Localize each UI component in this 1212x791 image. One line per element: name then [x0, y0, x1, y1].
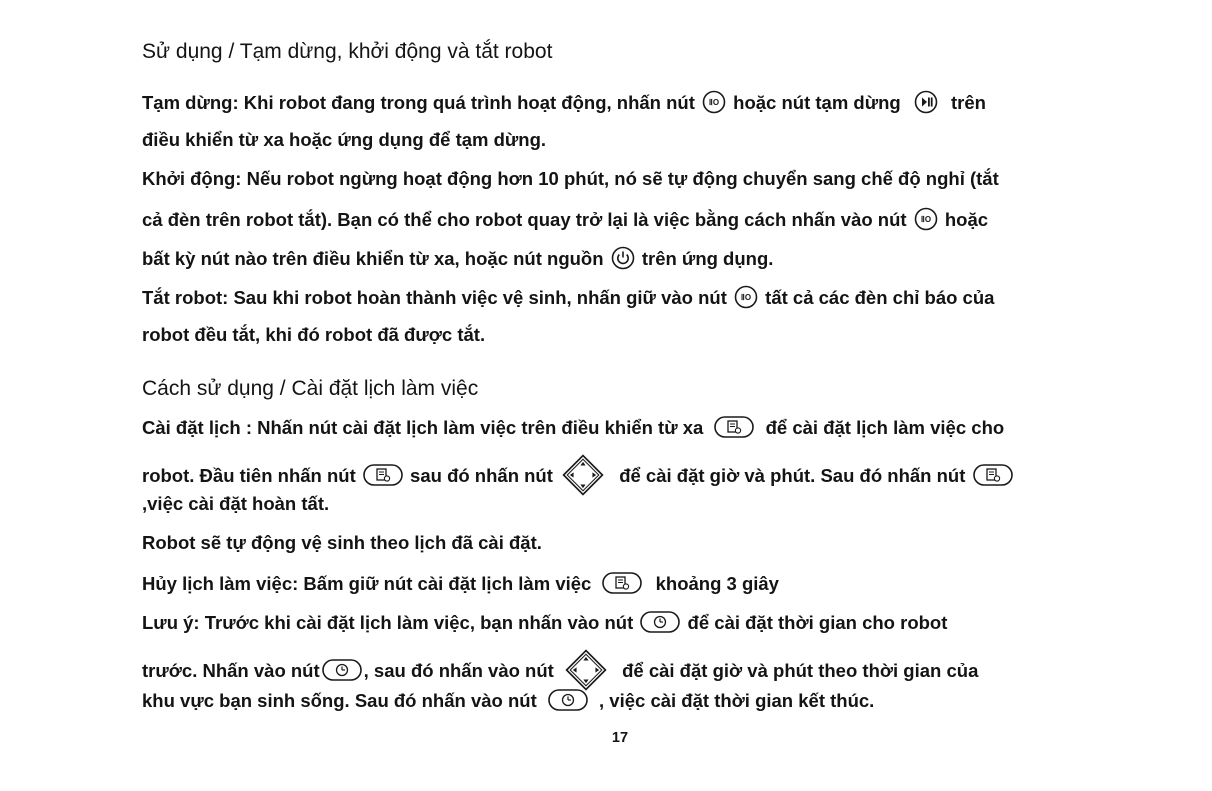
- pause-paragraph-line-2: điều khiển từ xa hoặc ứng dụng để tạm dừng.: [142, 129, 547, 150]
- note-text-g: , việc cài đặt thời gian kết thúc.: [599, 690, 875, 711]
- pause-text-a: Tạm dừng: Khi robot đang trong quá trình hoạt động, nhấn nút: [142, 92, 695, 113]
- note-paragraph-line-3: [142, 688, 874, 712]
- off-text-a: Tắt robot: Sau khi robot hoàn thành việc vệ sinh, nhấn giữ vào nút: [142, 287, 727, 308]
- clock-button-icon: [640, 610, 680, 634]
- auto-clean-line: Robot sẽ tự động vệ sinh theo lịch đã cài đặt.: [142, 532, 542, 553]
- schedule-button-icon: [714, 415, 754, 439]
- schedule-text-e: để cài đặt giờ và phút. Sau đó nhấn nút: [619, 465, 966, 486]
- pause-text-c: trên: [951, 92, 986, 113]
- note-paragraph-line-2: [142, 649, 978, 691]
- cancel-text-b: khoảng 3 giây: [655, 573, 779, 594]
- play-pause-icon: [914, 90, 938, 114]
- schedule-text-a: Cài đặt lịch : Nhấn nút cài đặt lịch làm việc trên điều khiển từ xa: [142, 417, 704, 438]
- schedule-button-icon: [602, 571, 642, 595]
- start-pause-button-icon: [734, 285, 758, 309]
- note-text-e: để cài đặt giờ và phút theo thời gian của: [622, 660, 979, 681]
- note-text-b: để cài đặt thời gian cho robot: [687, 612, 948, 633]
- off-paragraph-line-1: [142, 285, 994, 309]
- start-text-d: bất kỳ nút nào trên điều khiển từ xa, hoặc nút nguồn: [142, 248, 604, 269]
- note-text-a: Lưu ý: Trước khi cài đặt lịch làm việc, bạn nhấn vào nút: [142, 612, 634, 633]
- off-text-b: tất cả các đèn chỉ báo của: [765, 287, 995, 308]
- note-paragraph-line-1: [142, 610, 947, 634]
- schedule-paragraph-line-3: ,việc cài đặt hoàn tất.: [142, 493, 330, 514]
- schedule-paragraph-line-2: [142, 454, 1015, 496]
- start-paragraph-line-3: [142, 246, 773, 270]
- start-paragraph-line-2: [142, 207, 988, 231]
- cancel-schedule-line: [142, 571, 779, 595]
- pause-text-b: hoặc nút tạm dừng: [733, 92, 901, 113]
- schedule-button-icon: [973, 463, 1013, 487]
- section-heading-usage: Sử dụng / Tạm dừng, khởi động và tắt robot: [142, 40, 553, 63]
- schedule-text-d: sau đó nhấn nút: [410, 465, 553, 486]
- off-paragraph-line-2: robot đều tắt, khi đó robot đã được tắt.: [142, 324, 486, 345]
- start-text-e: trên ứng dụng.: [641, 248, 774, 269]
- start-paragraph-line-1: Khởi động: Nếu robot ngừng hoạt động hơn 10 phút, nó sẽ tự động chuyển sang chế độ nghỉ (tắt: [142, 168, 999, 189]
- page-number: 17: [611, 730, 629, 746]
- direction-pad-icon: [562, 454, 604, 496]
- cancel-text-a: Hủy lịch làm việc: Bấm giữ nút cài đặt lịch làm việc: [142, 573, 592, 594]
- pause-paragraph-line-1: [142, 90, 986, 114]
- note-text-f: khu vực bạn sinh sống. Sau đó nhấn vào nút: [142, 690, 537, 711]
- schedule-button-icon: [363, 463, 403, 487]
- start-text-b: cả đèn trên robot tắt). Bạn có thể cho robot quay trở lại là việc bằng cách nhấn vào nút: [142, 209, 907, 230]
- power-icon: [611, 246, 635, 270]
- clock-button-icon: [548, 688, 588, 712]
- start-pause-button-icon: [914, 207, 938, 231]
- direction-pad-icon: [565, 649, 607, 691]
- section-heading-schedule: Cách sử dụng / Cài đặt lịch làm việc: [142, 377, 479, 400]
- start-text-c: hoặc: [944, 209, 989, 230]
- start-pause-button-icon: [702, 90, 726, 114]
- schedule-paragraph-line-1: [142, 415, 1004, 439]
- note-text-c: trước. Nhấn vào nút: [142, 660, 320, 681]
- note-text-d: , sau đó nhấn vào nút: [363, 660, 554, 681]
- schedule-text-c: robot. Đầu tiên nhấn nút: [142, 465, 356, 486]
- schedule-text-b: để cài đặt lịch làm việc cho: [765, 417, 1005, 438]
- clock-button-icon: [322, 658, 362, 682]
